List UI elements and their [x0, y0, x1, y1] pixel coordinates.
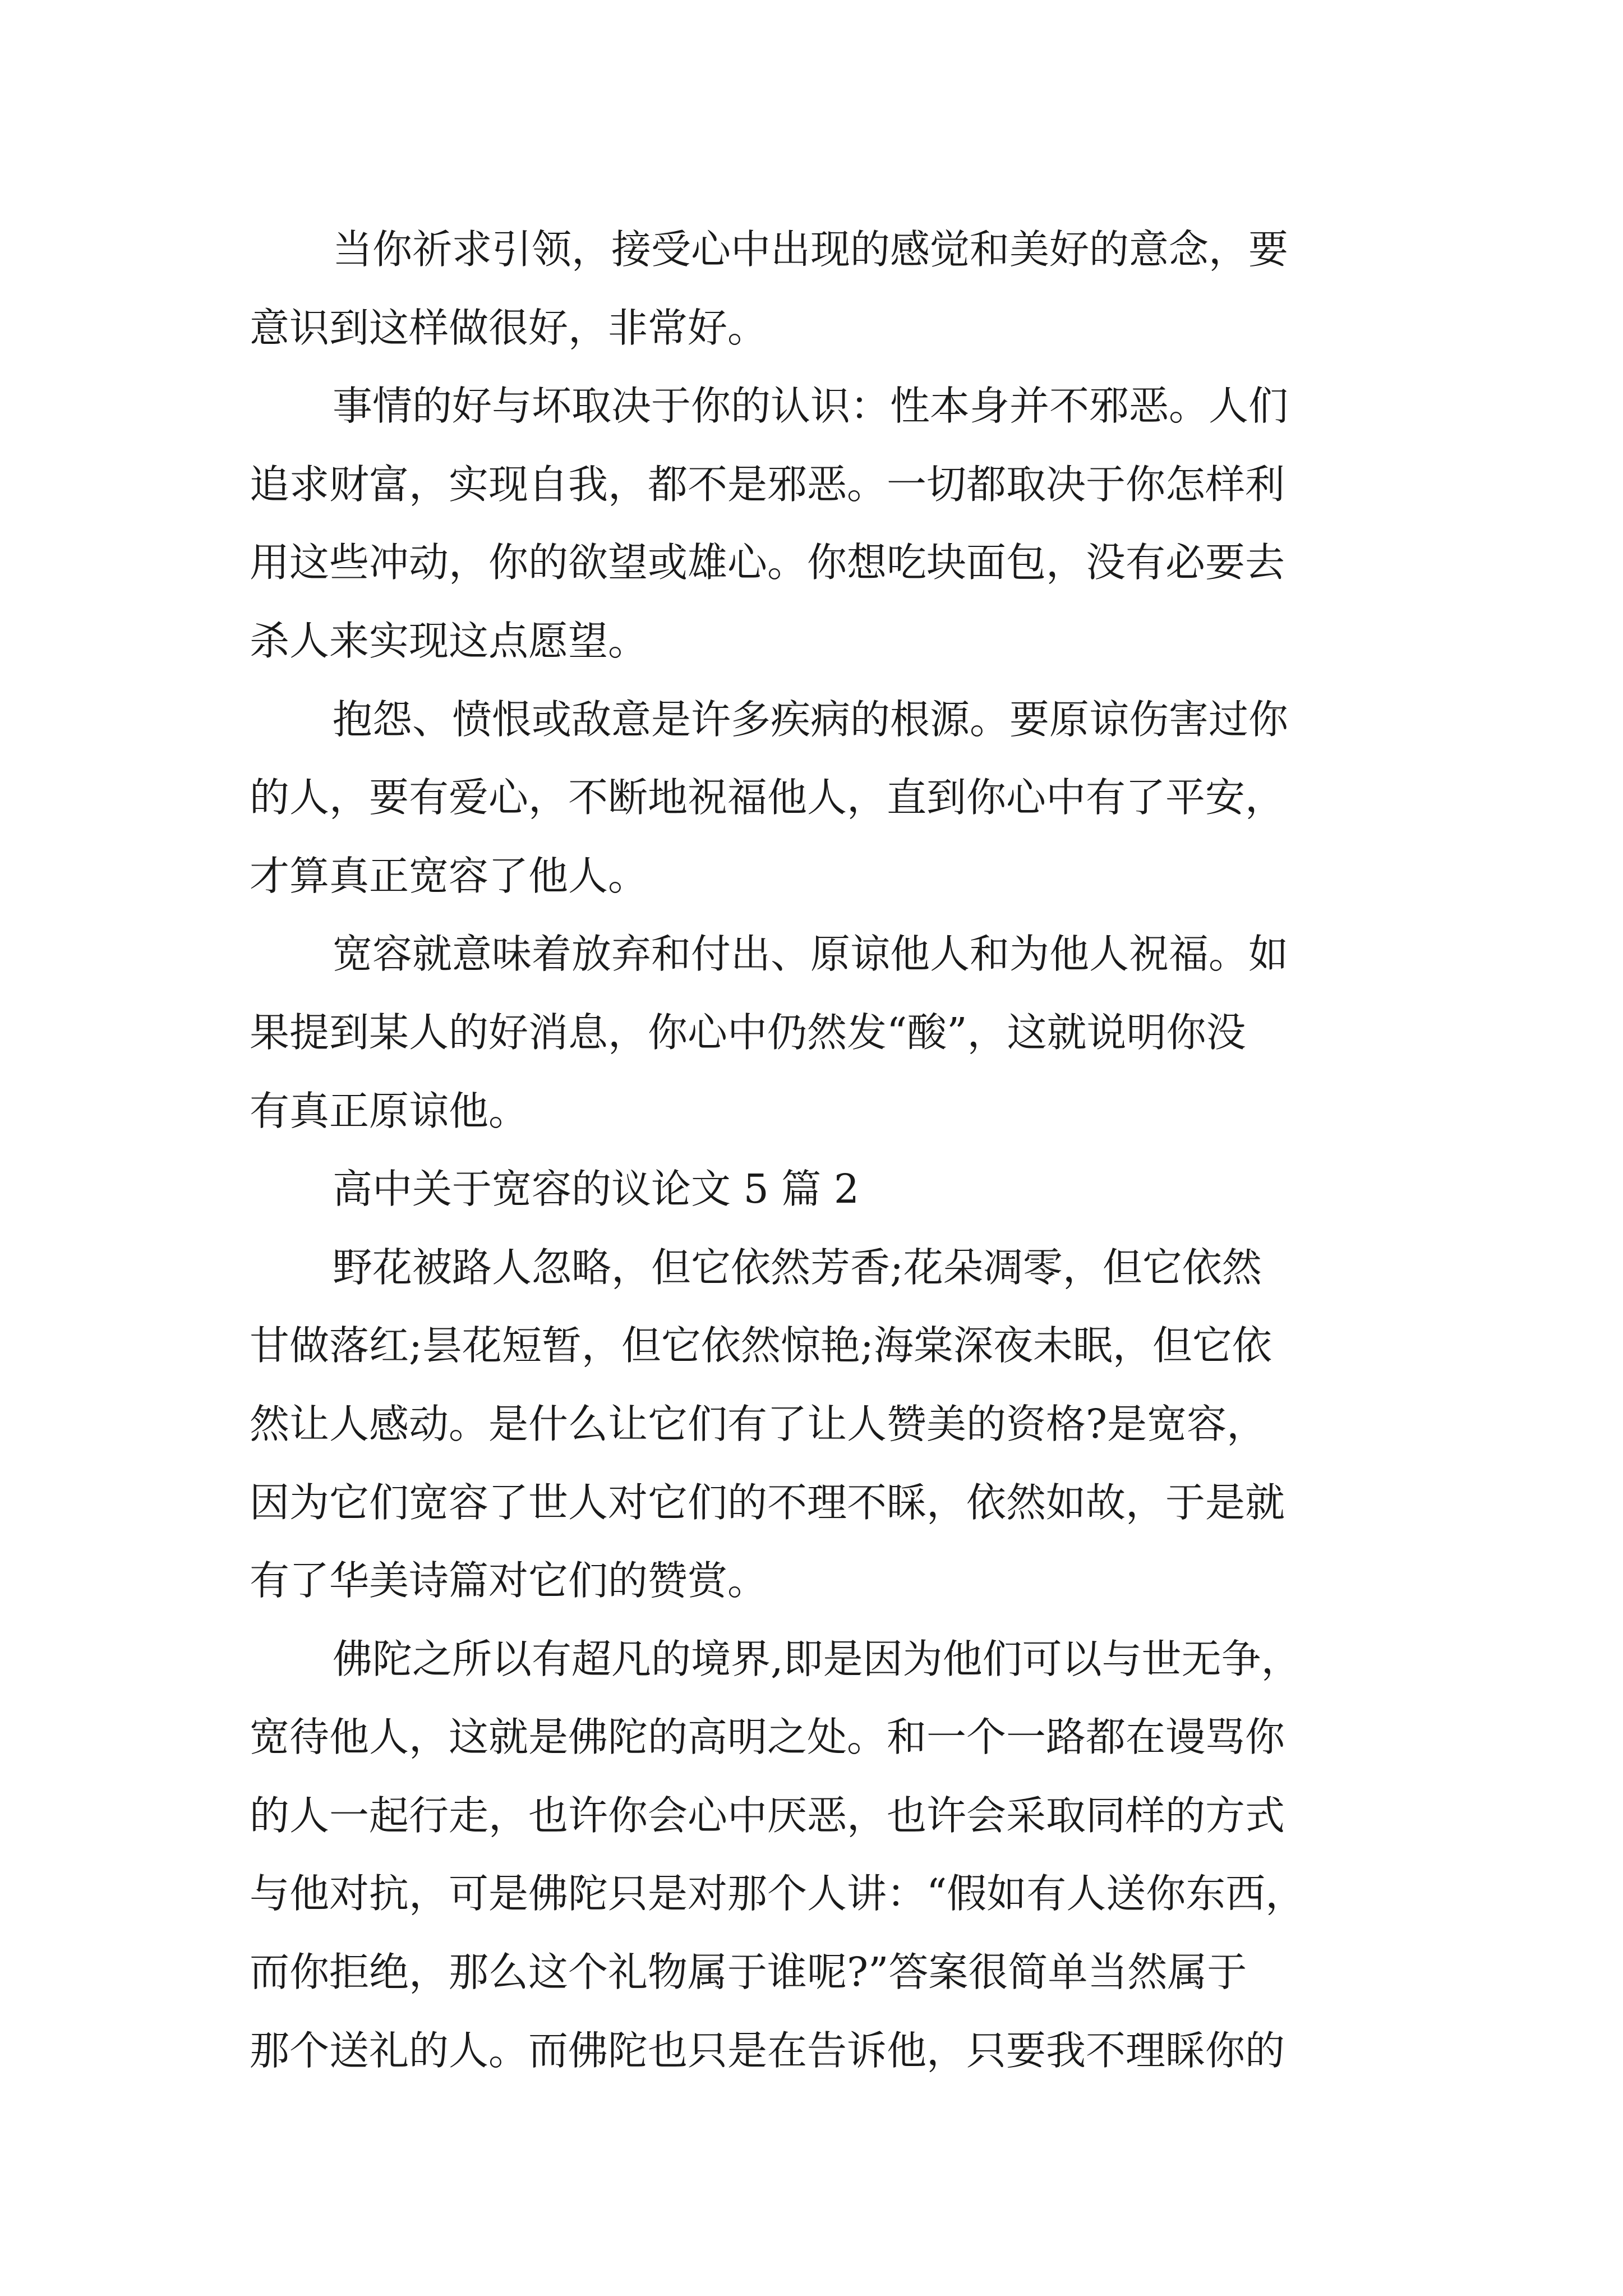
document-body — [250, 210, 1377, 2090]
text-line: 果提到某人的好消息，你心中仍然发“酸”，这就说明你没 — [250, 1009, 1246, 1056]
text-line: 与他对抗，可是佛陀只是对那个人讲：“假如有人送你东西， — [250, 1870, 1306, 1917]
text-line: 事情的好与坏取决于你的认识：性本身并不邪恶。人们 — [333, 383, 1289, 430]
text-line: 意识到这样做很好，非常好。 — [250, 304, 768, 351]
text-line: 的人，要有爱心，不断地祝福他人，直到你心中有了平安， — [250, 774, 1285, 821]
section-heading: 高中关于宽容的议论文 5 篇 2 — [333, 1166, 860, 1213]
text-line: 追求财富，实现自我，都不是邪恶。一切都取决于你怎样利 — [250, 461, 1285, 508]
text-line: 用这些冲动，你的欲望或雄心。你想吃块面包，没有必要去 — [250, 539, 1285, 586]
text-line: 宽待他人，这就是佛陀的高明之处。和一个一路都在谩骂你 — [250, 1714, 1285, 1761]
text-line: 当你祈求引领，接受心中出现的感觉和美好的意念，要 — [333, 226, 1289, 273]
text-line: 然让人感动。是什么让它们有了让人赞美的资格?是宽容， — [250, 1400, 1267, 1447]
text-line: 才算真正宽容了他人。 — [250, 852, 648, 899]
text-line: 而你拒绝，那么这个礼物属于谁呢?”答案很简单当然属于 — [250, 1949, 1247, 1996]
text-line: 的人一起行走，也许你会心中厌恶，也许会采取同样的方式 — [250, 1792, 1285, 1839]
text-line: 抱怨、愤恨或敌意是许多疾病的根源。要原谅伤害过你 — [333, 696, 1289, 743]
text-line: 野花被路人忽略，但它依然芳香;花朵凋零，但它依然 — [333, 1244, 1262, 1291]
text-line: 佛陀之所以有超凡的境界,即是因为他们可以与世无争， — [333, 1635, 1301, 1682]
text-line: 杀人来实现这点愿望。 — [250, 617, 648, 664]
text-line: 有真正原谅他。 — [250, 1087, 529, 1134]
text-line: 因为它们宽容了世人对它们的不理不睬，依然如故，于是就 — [250, 1479, 1285, 1526]
text-line: 那个送礼的人。而佛陀也只是在告诉他，只要我不理睬你的 — [250, 2027, 1285, 2074]
text-line: 甘做落红;昙花短暂，但它依然惊艳;海棠深夜未眠，但它依 — [250, 1322, 1272, 1369]
text-line: 有了华美诗篇对它们的赞赏。 — [250, 1557, 768, 1604]
text-line: 宽容就意味着放弃和付出、原谅他人和为他人祝福。如 — [333, 931, 1289, 978]
